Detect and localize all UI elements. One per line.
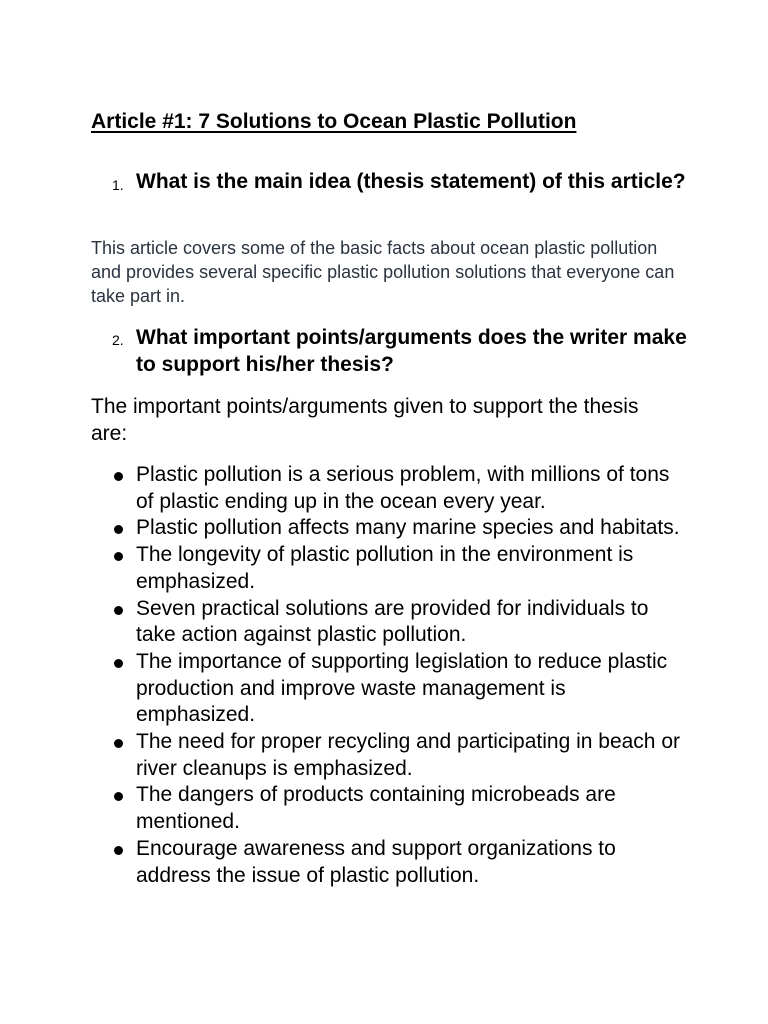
list-item-text: Plastic pollution is a serious problem, with millions of tons of plastic ending up in the ocean every year. (136, 463, 670, 513)
list-item-text: Plastic pollution affects many marine species and habitats. (136, 516, 680, 540)
bullet-dot-icon (114, 846, 123, 855)
bullet-dot-icon (114, 525, 123, 534)
bullet-dot-icon (114, 792, 123, 801)
article-title: Article #1: 7 Solutions to Ocean Plastic Pollution (91, 110, 577, 133)
list-item (0, 782, 681, 835)
list-item (0, 836, 681, 889)
list-item-text: The dangers of products containing microbeads are mentioned. (136, 783, 616, 834)
list-item (0, 649, 681, 729)
list-item (0, 542, 681, 595)
bullet-dot-icon (114, 472, 123, 481)
answer-1: This article covers some of the basic facts about ocean plastic pollution and provides several specific plastic pollution solutions that everyone can take part in. (91, 238, 675, 306)
answer-2-intro: The important points/arguments given to support the thesis are: (91, 395, 639, 445)
bullet-dot-icon (114, 739, 123, 748)
question-1-number: 1. (112, 177, 124, 193)
question-1: What is the main idea (thesis statement) of this article? (136, 170, 686, 193)
list-item-text: The need for proper recycling and participating in beach or river cleanups is emphasized. (136, 730, 680, 780)
bullet-dot-icon (114, 552, 123, 561)
list-item (0, 462, 681, 515)
list-item (0, 729, 681, 782)
list-item-text: The longevity of plastic pollution in the environment is emphasized. (136, 543, 634, 593)
list-item-text: Encourage awareness and support organizations to address the issue of plastic pollution. (136, 836, 616, 887)
bullet-dot-icon (114, 606, 123, 615)
points-list (0, 462, 768, 889)
bullet-dot-icon (114, 659, 123, 668)
list-item-text: Seven practical solutions are provided for individuals to take action against plastic pollution. (136, 596, 649, 647)
list-item (0, 596, 681, 649)
list-item (0, 515, 681, 542)
question-2: What important points/arguments does the writer make to support his/her thesis? (136, 326, 687, 376)
list-item-text: The importance of supporting legislation to reduce plastic production and improve waste management is emphasized. (136, 649, 668, 727)
question-2-number: 2. (112, 332, 124, 348)
